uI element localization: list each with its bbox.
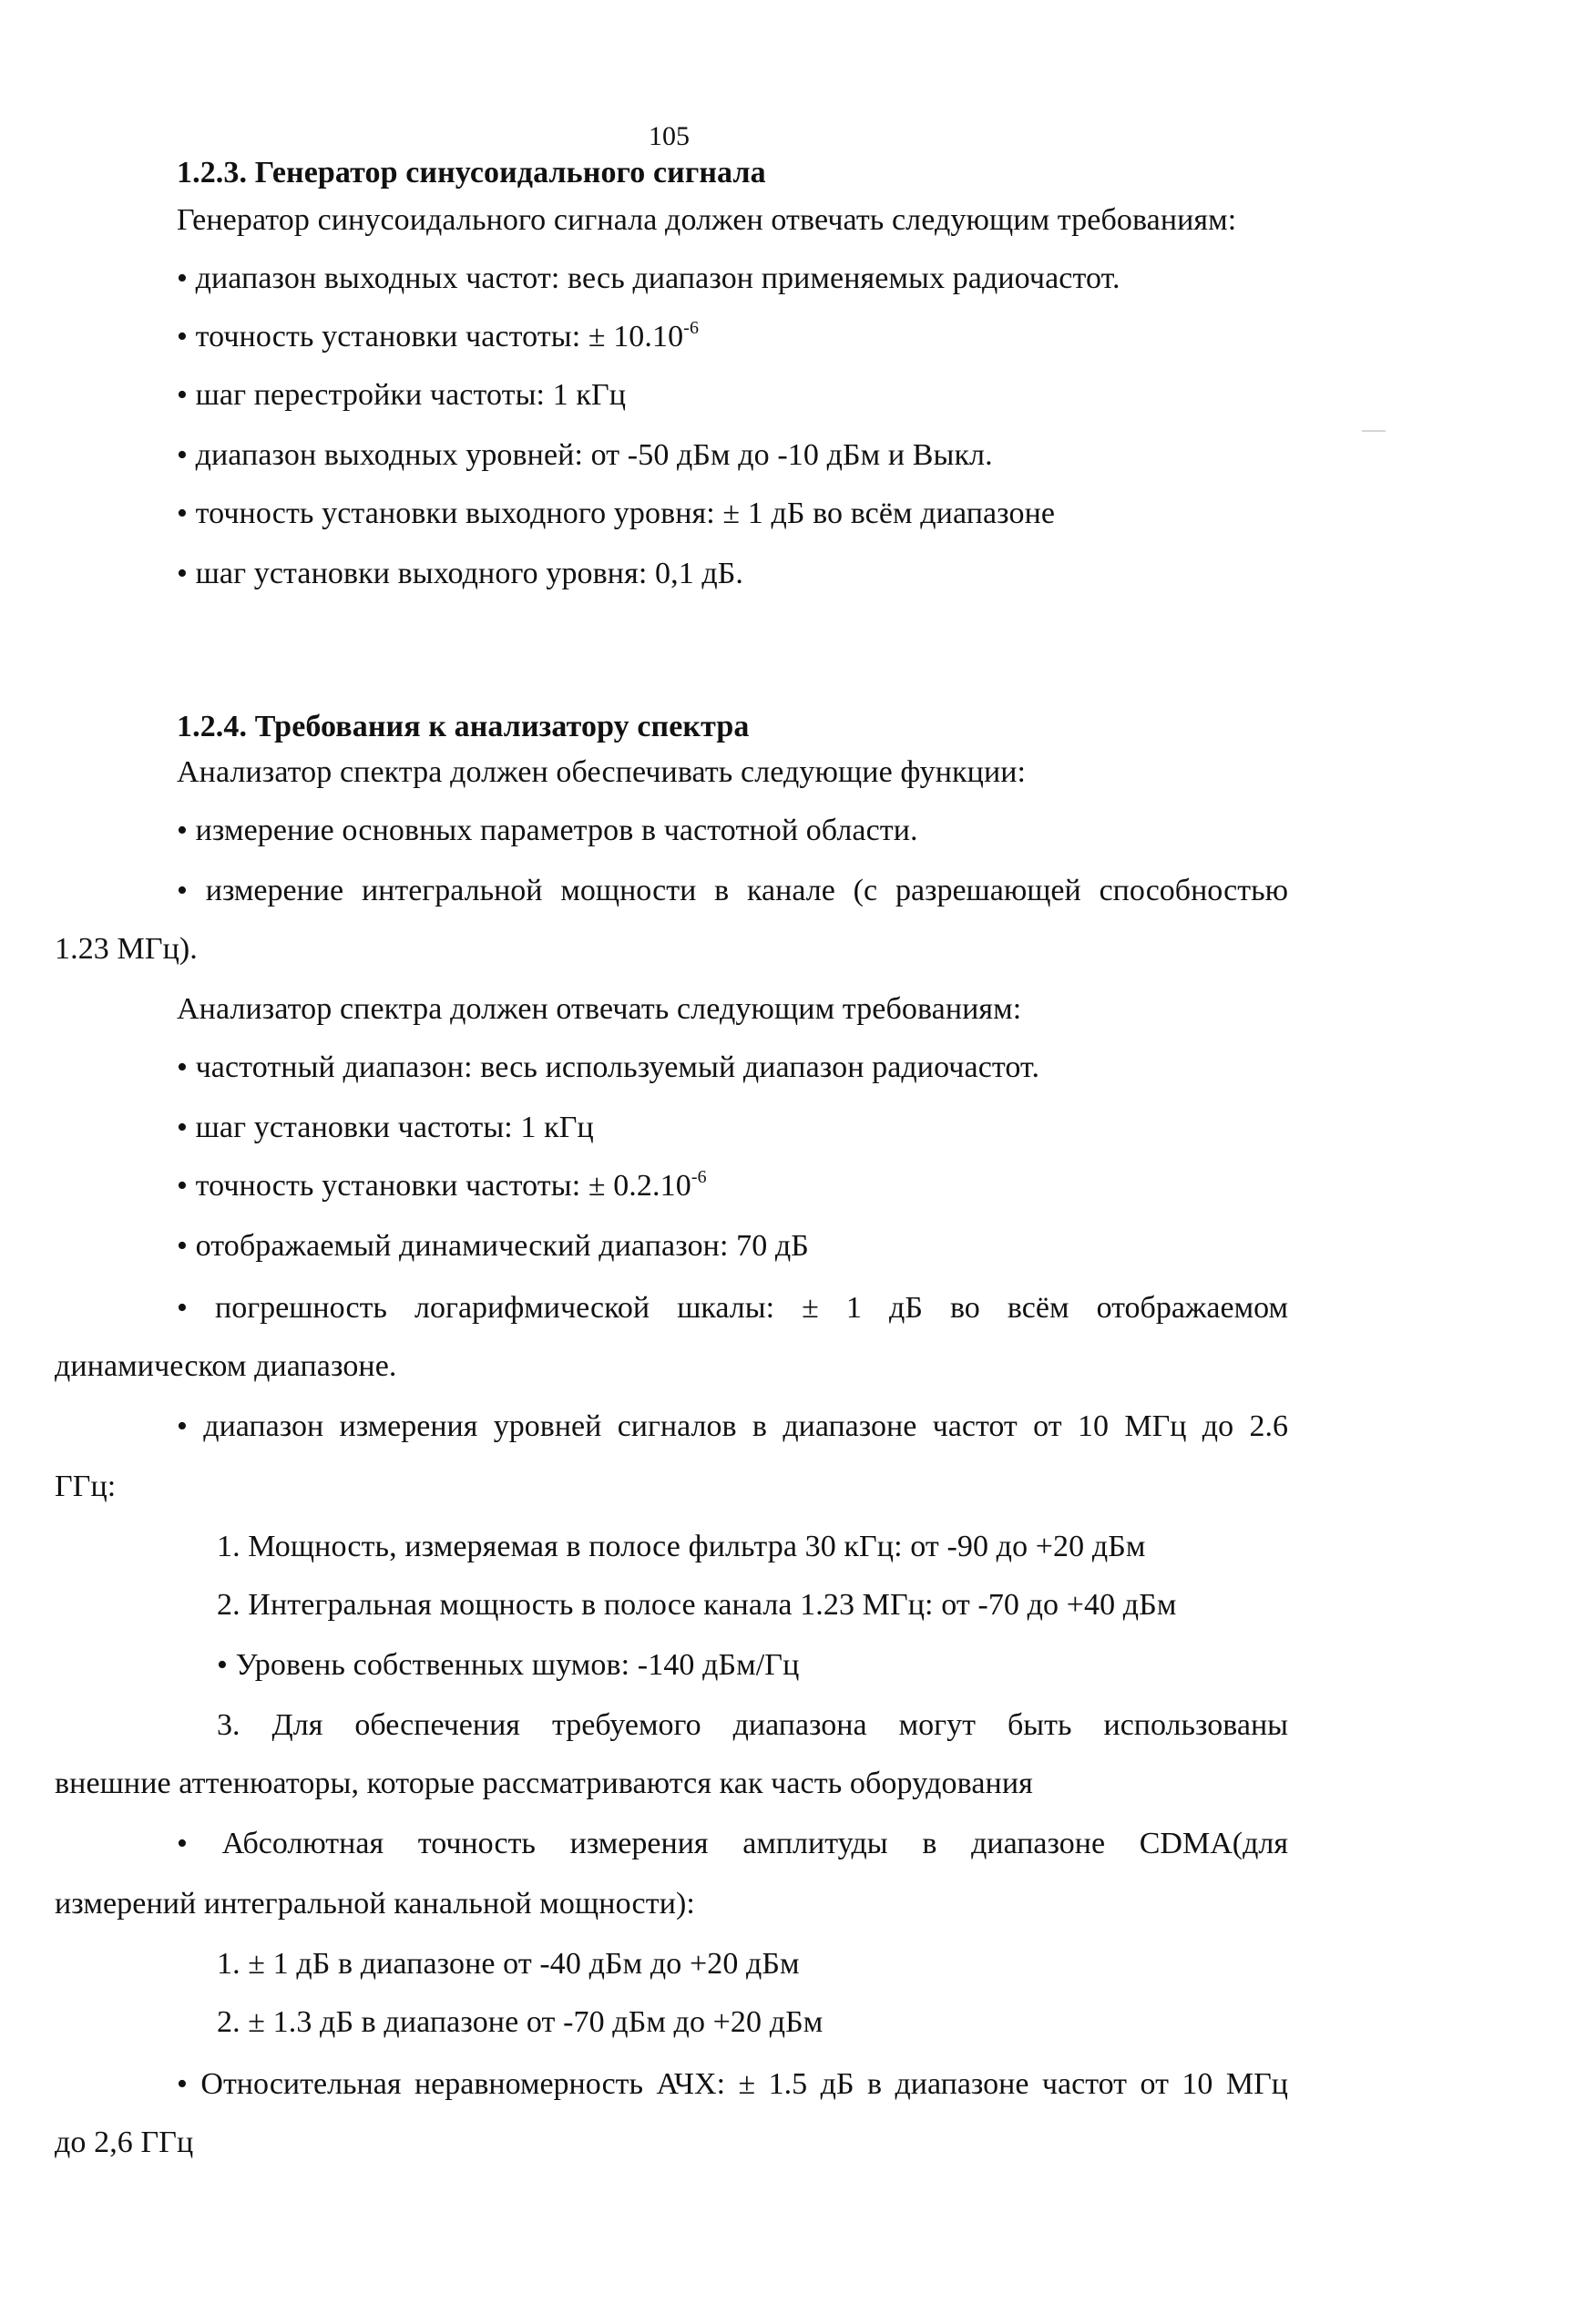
- analyzer-req-item: • шаг установки частоты: 1 кГц: [177, 1111, 594, 1144]
- sine-req-item-text: • точность установки частоты: ± 10.10: [177, 320, 684, 353]
- sine-req-item: • диапазон выходных частот: весь диапазон применяемых радиочастот.: [177, 261, 1120, 295]
- absolute-accuracy-line: • Абсолютная точность измерения амплитуды в диапазоне CDMA(для: [177, 1827, 1288, 1860]
- attenuator-note-line: 3. Для обеспечения требуемого диапазона могут быть использованы: [217, 1708, 1288, 1742]
- exponent: -6: [691, 1167, 707, 1187]
- sine-generator-intro: Генератор синусоидального сигнала должен отвечать следующим требованиям:: [177, 203, 1237, 237]
- range-item: 1. Мощность, измеряемая в полосе фильтра 30 кГц: от -90 до +20 дБм: [217, 1530, 1146, 1563]
- range-item: • Уровень собственных шумов: -140 дБм/Гц: [217, 1648, 800, 1682]
- analyzer-req-item: [177, 1166, 707, 1206]
- sine-req-item: • шаг перестройки частоты: 1 кГц: [177, 378, 627, 412]
- analyzer-function-item-continuation: 1.23 МГц).: [55, 932, 198, 966]
- measurement-range-line: • диапазон измерения уровней сигналов в диапазоне частот от 10 МГц до 2.6: [177, 1409, 1288, 1443]
- accuracy-item: 2. ± 1.3 дБ в диапазоне от -70 дБм до +20 дБм: [217, 2005, 824, 2039]
- frequency-response-line: • Относительная неравномерность АЧХ: ± 1.5 дБ в диапазоне частот от 10 МГц: [177, 2067, 1288, 2101]
- measurement-range-continuation: ГГц:: [55, 1470, 117, 1503]
- exponent: -6: [683, 318, 700, 338]
- sine-req-item: • диапазон выходных уровней: от -50 дБм до -10 дБм и Выкл.: [177, 438, 993, 472]
- analyzer-functions-intro: Анализатор спектра должен обеспечивать следующие функции:: [177, 755, 1027, 789]
- absolute-accuracy-continuation: измерений интегральной канальной мощности):: [55, 1887, 695, 1921]
- log-scale-error-line: • погрешность логарифмической шкалы: ± 1 дБ во всём отображаемом: [177, 1291, 1288, 1325]
- analyzer-function-item: • измерение интегральной мощности в канале (с разрешающей способностью: [177, 874, 1288, 907]
- attenuator-note-continuation: внешние аттенюаторы, которые рассматриваются как часть оборудования: [55, 1767, 1033, 1800]
- sine-req-item: [177, 317, 699, 357]
- range-item: 2. Интегральная мощность в полосе канала 1.23 МГц: от -70 до +40 дБм: [217, 1588, 1177, 1622]
- log-scale-error-continuation: динамическом диапазоне.: [55, 1349, 397, 1383]
- section-heading-spectrum-analyzer: 1.2.4. Требования к анализатору спектра: [177, 710, 750, 743]
- analyzer-req-item: • частотный диапазон: весь используемый диапазон радиочастот.: [177, 1050, 1040, 1084]
- section-heading-sine-generator: 1.2.3. Генератор синусоидального сигнала: [177, 156, 766, 190]
- analyzer-req-item: • отображаемый динамический диапазон: 70 дБ: [177, 1229, 809, 1263]
- analyzer-function-item: • измерение основных параметров в частотной области.: [177, 814, 918, 847]
- accuracy-item: 1. ± 1 дБ в диапазоне от -40 дБм до +20 дБм: [217, 1947, 800, 1981]
- sine-req-item: • шаг установки выходного уровня: 0,1 дБ.: [177, 557, 744, 590]
- sine-req-item: • точность установки выходного уровня: ± 1 дБ во всём диапазоне: [177, 497, 1056, 530]
- scan-margin-mark: [1362, 430, 1386, 432]
- analyzer-requirements-intro: Анализатор спектра должен отвечать следующим требованиям:: [177, 992, 1022, 1026]
- analyzer-req-item-text: • точность установки частоты: ± 0.2.10: [177, 1169, 691, 1203]
- page-number: 105: [649, 121, 690, 151]
- frequency-response-continuation: до 2,6 ГГц: [55, 2126, 194, 2159]
